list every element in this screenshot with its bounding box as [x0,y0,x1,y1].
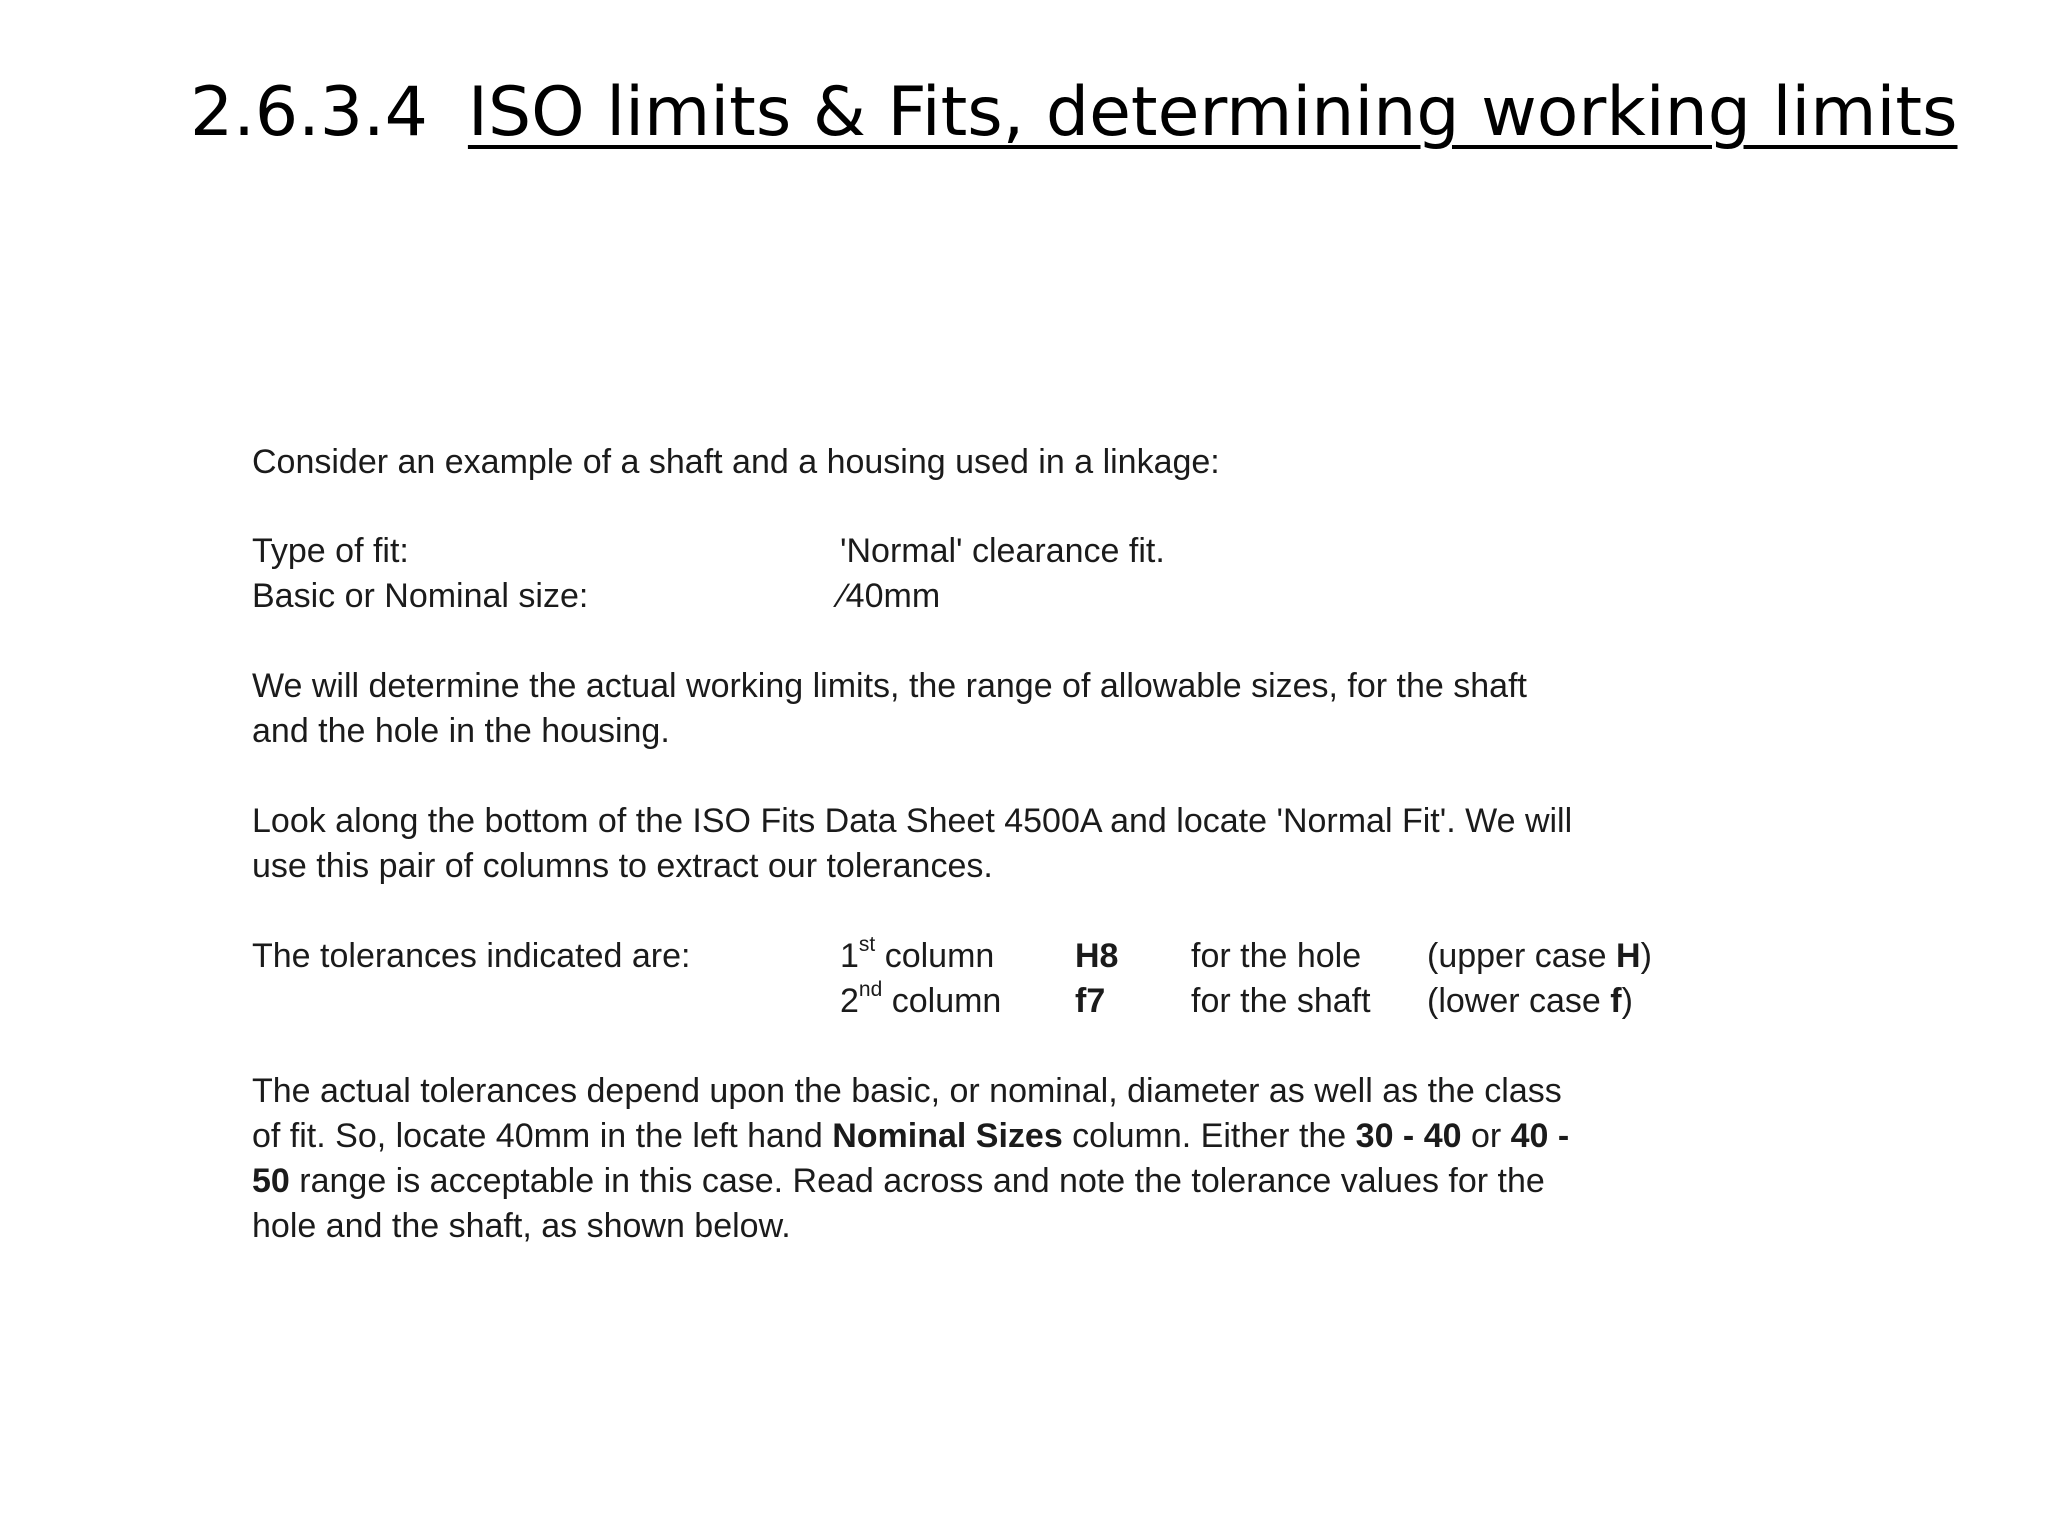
para3-line3: 50 range is acceptable in this case. Read across and note the tolerance values for the [252,1162,1545,1200]
para3-line4: hole and the shaft, as shown below. [252,1207,791,1245]
para2-line2: use this pair of columns to extract our tolerances. [252,847,993,885]
column-ordinal: 1st column [840,932,995,975]
section-number: 2.6.3.4 [190,73,428,152]
tolerance-case: (upper case H) [1427,937,1652,975]
fit-type-label: Type of fit: [252,532,409,570]
tolerance-case: (lower case f) [1427,982,1633,1020]
size-value: ∕40mm [840,577,941,615]
fit-type-value: 'Normal' clearance fit. [840,532,1165,570]
para1-line2: and the hole in the housing. [252,712,670,750]
tolerance-label: The tolerances indicated are: [252,937,691,975]
slide-title [190,68,1958,158]
para2-line1: Look along the bottom of the ISO Fits Data Sheet 4500A and locate 'Normal Fit'. We will [252,802,1573,840]
para3-line2: of fit. So, locate 40mm in the left hand Nominal Sizes column. Either the 30 - 40 or 40 - [252,1117,1570,1155]
tolerance-for: for the hole [1191,937,1362,975]
tolerance-code: f7 [1075,982,1106,1020]
para3-line1: The actual tolerances depend upon the basic, or nominal, diameter as well as the class [252,1072,1562,1110]
intro-line: Consider an example of a shaft and a housing used in a linkage: [252,443,1220,481]
tolerance-code: H8 [1075,937,1119,975]
size-label: Basic or Nominal size: [252,577,589,615]
title-text: ISO limits & Fits, determining working limits [467,73,1958,152]
tolerance-for: for the shaft [1191,982,1371,1020]
para1-line1: We will determine the actual working limits, the range of allowable sizes, for the shaft [252,667,1527,705]
column-ordinal: 2nd column [840,977,1002,1020]
